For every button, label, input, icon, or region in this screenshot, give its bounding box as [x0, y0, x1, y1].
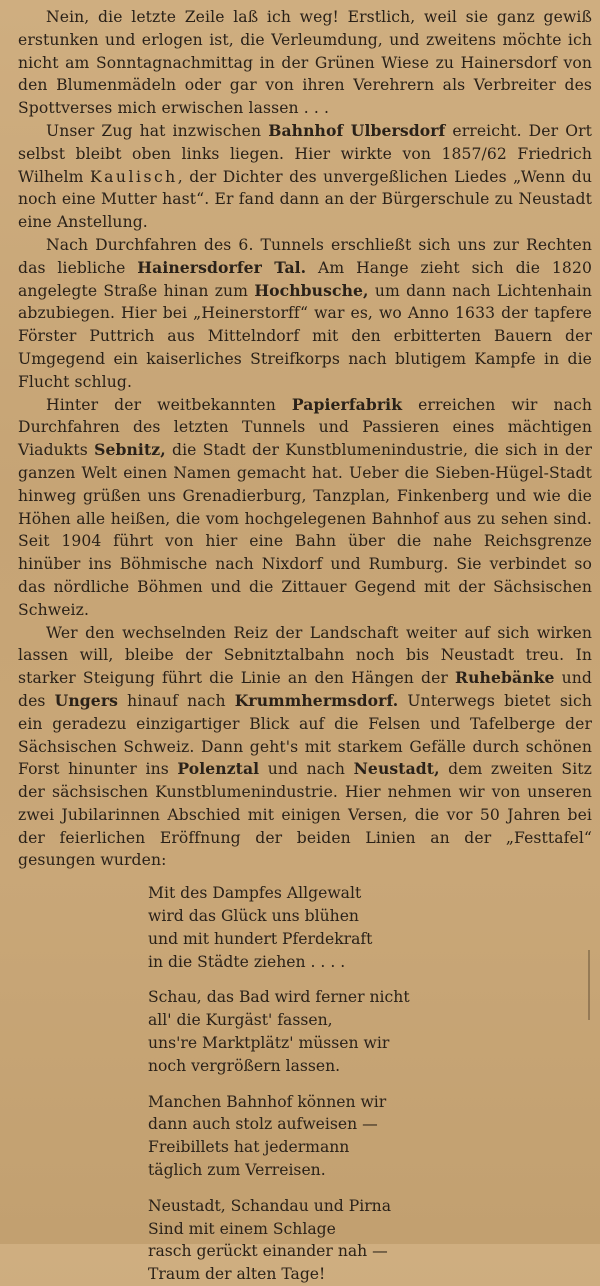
- bold-term: Polenztal: [177, 759, 260, 779]
- paragraph: [18, 6, 592, 120]
- text-run: Wer den wechselnden Reiz der Landschaft weiter auf sich wirken lassen will, bleibe der Sebnitztalbahn noch bis Neustadt treu. In starker Steigung führt die Linie an den Hängen der: [18, 623, 592, 688]
- poem-line: Mit des Dampfes Allgewalt: [148, 884, 362, 903]
- article-body: [18, 6, 592, 872]
- bold-term: Hochbusche,: [254, 280, 369, 300]
- paragraph: [18, 120, 592, 234]
- text-run: dem zweiten Sitz der sächsischen Kunstblumenindustrie. Hier nehmen wir von unseren zwei Jubilarinnen Abschied mit einigen Versen, die vor 50 Jahren bei der feierlichen Eröffnung der beiden Linien an der „Festtafel“ gesungen wurden:: [18, 760, 592, 870]
- poem: [148, 882, 592, 1286]
- poem-line: in die Städte ziehen . . . .: [148, 952, 346, 971]
- poem-line: all' die Kurgäst' fassen,: [148, 1011, 333, 1030]
- paragraph: [18, 622, 592, 873]
- poem-line: rasch gerückt einander nah —: [148, 1242, 388, 1261]
- poem-stanza: [148, 882, 592, 973]
- poem-line: Sind mit einem Schlage: [148, 1219, 336, 1238]
- text-run: Nein, die letzte Zeile laß ich weg! Erstlich, weil sie ganz gewiß erstunken und erlogen ist, die Verleumdung, und zweitens möchte ich nicht am Sonntagnachmittag in der Grünen Wiese zu Hainersdorf von den Blumenmädeln oder gar von ihren Verehrern als Verbreiter des Spottverses mich erwischen lassen . . .: [18, 8, 592, 118]
- poem-line: täglich zum Verreisen.: [148, 1161, 326, 1180]
- paper-crease: [588, 950, 590, 1020]
- paragraph: [18, 394, 592, 622]
- text-run: erreicht. Der Ort selbst bleibt oben links liegen. Hier wirkte von 1857/62 Friedrich Wilhelm: [18, 121, 592, 186]
- poem-line: Manchen Bahnhof können wir: [148, 1092, 387, 1111]
- text-run: Unser Zug hat inzwischen: [46, 121, 269, 140]
- text-run: hinauf nach: [118, 691, 235, 710]
- poem-line: Traum der alten Tage!: [148, 1265, 326, 1284]
- poem-stanza: [148, 986, 592, 1077]
- text-run: Hinter der weitbekannten: [46, 395, 292, 414]
- text-run: Unterwegs bietet sich ein geradezu einzigartiger Blick auf die Felsen und Tafelberge der Sächsischen Schweiz. Dann geht's mit starkem Gefälle durch schönen Forst hinunter ins: [18, 691, 592, 779]
- text-run: und nach: [259, 760, 354, 779]
- text-run: Nach Durchfahren des 6. Tunnels erschließt sich uns zur Rechten das liebliche: [18, 235, 592, 277]
- text-run: und des: [18, 669, 593, 710]
- text-run: die Stadt der Kunstblumenindustrie, die sich in der ganzen Welt einen Namen gemacht hat. Ueber die Sieben-Hügel-Stadt hinweg grüßen uns Grenadierburg, Tanzplan, Finkenberg und wie die Höhen alle heißen, die vom hochgelegenen Bahnhof aus zu sehen sind. Seit 1904 führt von hier eine Bahn über die nahe Reichsgrenze hinüber ins Böhmische nach Nixdorf und Rumburg. Sie verbindet so das nördliche Böhmen und die Zittauer Gegend mit der Sächsischen Schweiz.: [18, 441, 592, 619]
- spaced-name: Kaulisch: [89, 167, 178, 186]
- text-run: , der Dichter des unvergeßlichen Liedes „Wenn du noch eine Mutter hast“. Er fand dann an der Bürgerschule zu Neustadt eine Anstellung.: [18, 167, 592, 232]
- bold-term: Bahnhof Ulbersdorf: [268, 120, 446, 140]
- bold-term: Neustadt,: [353, 759, 440, 779]
- bold-term: Krummhermsdorf.: [234, 690, 399, 710]
- paragraph: [18, 234, 592, 394]
- bold-term: Sebnitz,: [94, 440, 166, 460]
- poem-line: und mit hundert Pferdekraft: [148, 929, 373, 948]
- bold-term: Hainersdorfer Tal.: [137, 257, 307, 277]
- poem-line: Schau, das Bad wird ferner nicht: [148, 988, 410, 1007]
- poem-line: dann auch stolz aufweisen —: [148, 1115, 378, 1134]
- bold-term: Ruhebänke: [455, 668, 555, 688]
- text-run: erreichen wir nach Durchfahren des letzten Tunnels und Passieren eines mächtigen Viadukts: [18, 395, 592, 460]
- text-run: Am Hange zieht sich die 1820 angelegte Straße hinan zum: [18, 258, 592, 300]
- poem-line: Neustadt, Schandau und Pirna: [148, 1196, 392, 1215]
- poem-line: uns're Marktplätz' müssen wir: [148, 1034, 390, 1053]
- poem-stanza: [148, 1091, 592, 1182]
- bold-term: Ungers: [54, 690, 119, 710]
- poem-line: Freibillets hat jedermann: [148, 1138, 350, 1157]
- text-run: um dann nach Lichtenhain abzubiegen. Hier bei „Heinerstorff“ war es, wo Anno 1633 der tapfere Förster Puttrich aus Mittelndorf mit den erbitterten Bauern der Umgegend ein kaiserliches Streifkorps nach blutigem Kampfe in die Flucht schlug.: [18, 281, 592, 391]
- poem-line: wird das Glück uns blühen: [148, 907, 359, 926]
- bold-term: Papierfabrik: [291, 394, 403, 414]
- poem-stanza: [148, 1195, 592, 1286]
- poem-line: noch vergrößern lassen.: [148, 1056, 341, 1075]
